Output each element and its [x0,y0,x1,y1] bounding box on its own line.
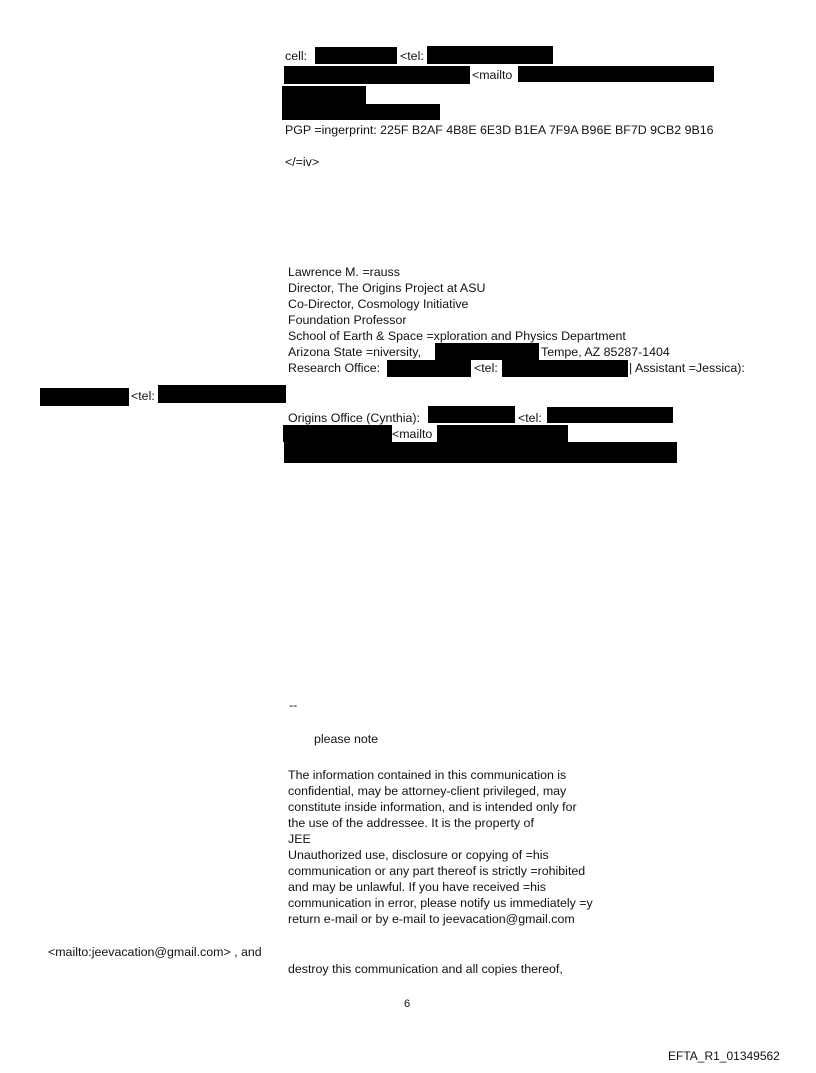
sender-dept: School of Earth & Space =xploration and Physics Department [288,329,626,343]
cell-label: cell: [285,49,308,63]
document-id: EFTA_R1_01349562 [668,1049,780,1063]
redaction-bar [40,388,129,406]
assistant-label: | Assistant =Jessica): [629,361,745,375]
sender-city: Tempe, AZ 85287-1404 [541,345,670,359]
div-close-tag: </=iv> [285,155,320,169]
notice-line: communication in error, please notify us immediately =y [288,896,593,910]
redaction-bar [158,385,286,403]
tel-label: <tel: [518,411,542,425]
tel-label-left: <tel: [131,389,155,403]
notice-line: confidential, may be attorney-client privileged, may [288,784,567,798]
research-office-label: Research Office: [288,361,381,375]
notice-line: JEE [288,832,311,846]
redaction-bar [282,104,440,120]
redaction-bar [518,66,714,82]
tel-label: <tel: [474,361,498,375]
redaction-bar [282,86,366,104]
sender-title-2: Co-Director, Cosmology Initiative [288,297,469,311]
notice-line: communication or any part thereof is strictly =rohibited [288,864,586,878]
origins-office-label: Origins Office (Cynthia): [288,411,420,425]
notice-line: constitute inside information, and is intended only for [288,800,577,814]
notice-heading: please note [314,732,379,746]
redaction-bar [435,343,539,360]
notice-line: Unauthorized use, disclosure or copying of =his [288,848,549,862]
notice-line: the use of the addressee. It is the property of [288,816,534,830]
redaction-bar [428,406,515,423]
mailto-line: <mailto:jeevacation@gmail.com> , and [48,945,262,959]
sender-name: Lawrence M. =rauss [288,265,400,279]
sender-university: Arizona State =niversity, [288,345,422,359]
pgp-fingerprint: PGP =ingerprint: 225F B2AF 4B8E 6E3D B1EA 7F9A B96E BF7D 9CB2 9B16 [285,123,714,137]
page-number: 6 [404,998,411,1010]
redaction-bar [283,425,392,442]
redaction-bar [284,442,677,463]
separator-dashes: -- [289,698,298,712]
redaction-bar [284,66,470,84]
redaction-bar [427,46,553,64]
sender-title-3: Foundation Professor [288,313,407,327]
notice-line: return e-mail or by e-mail to jeevacation@gmail.com [288,912,575,926]
redaction-bar [315,47,397,64]
notice-last-line: destroy this communication and all copies thereof, [288,962,563,976]
mailto-label: <mailto [392,427,433,441]
redaction-bar [502,360,628,377]
redaction-bar [437,425,568,442]
notice-line: and may be unlawful. If you have received =his [288,880,546,894]
redaction-bar [387,360,471,377]
mailto-label: <mailto [472,68,513,82]
notice-line: The information contained in this communication is [288,768,567,782]
tel-label: <tel: [400,49,424,63]
sender-title-1: Director, The Origins Project at ASU [288,281,486,295]
redaction-bar [547,407,673,423]
